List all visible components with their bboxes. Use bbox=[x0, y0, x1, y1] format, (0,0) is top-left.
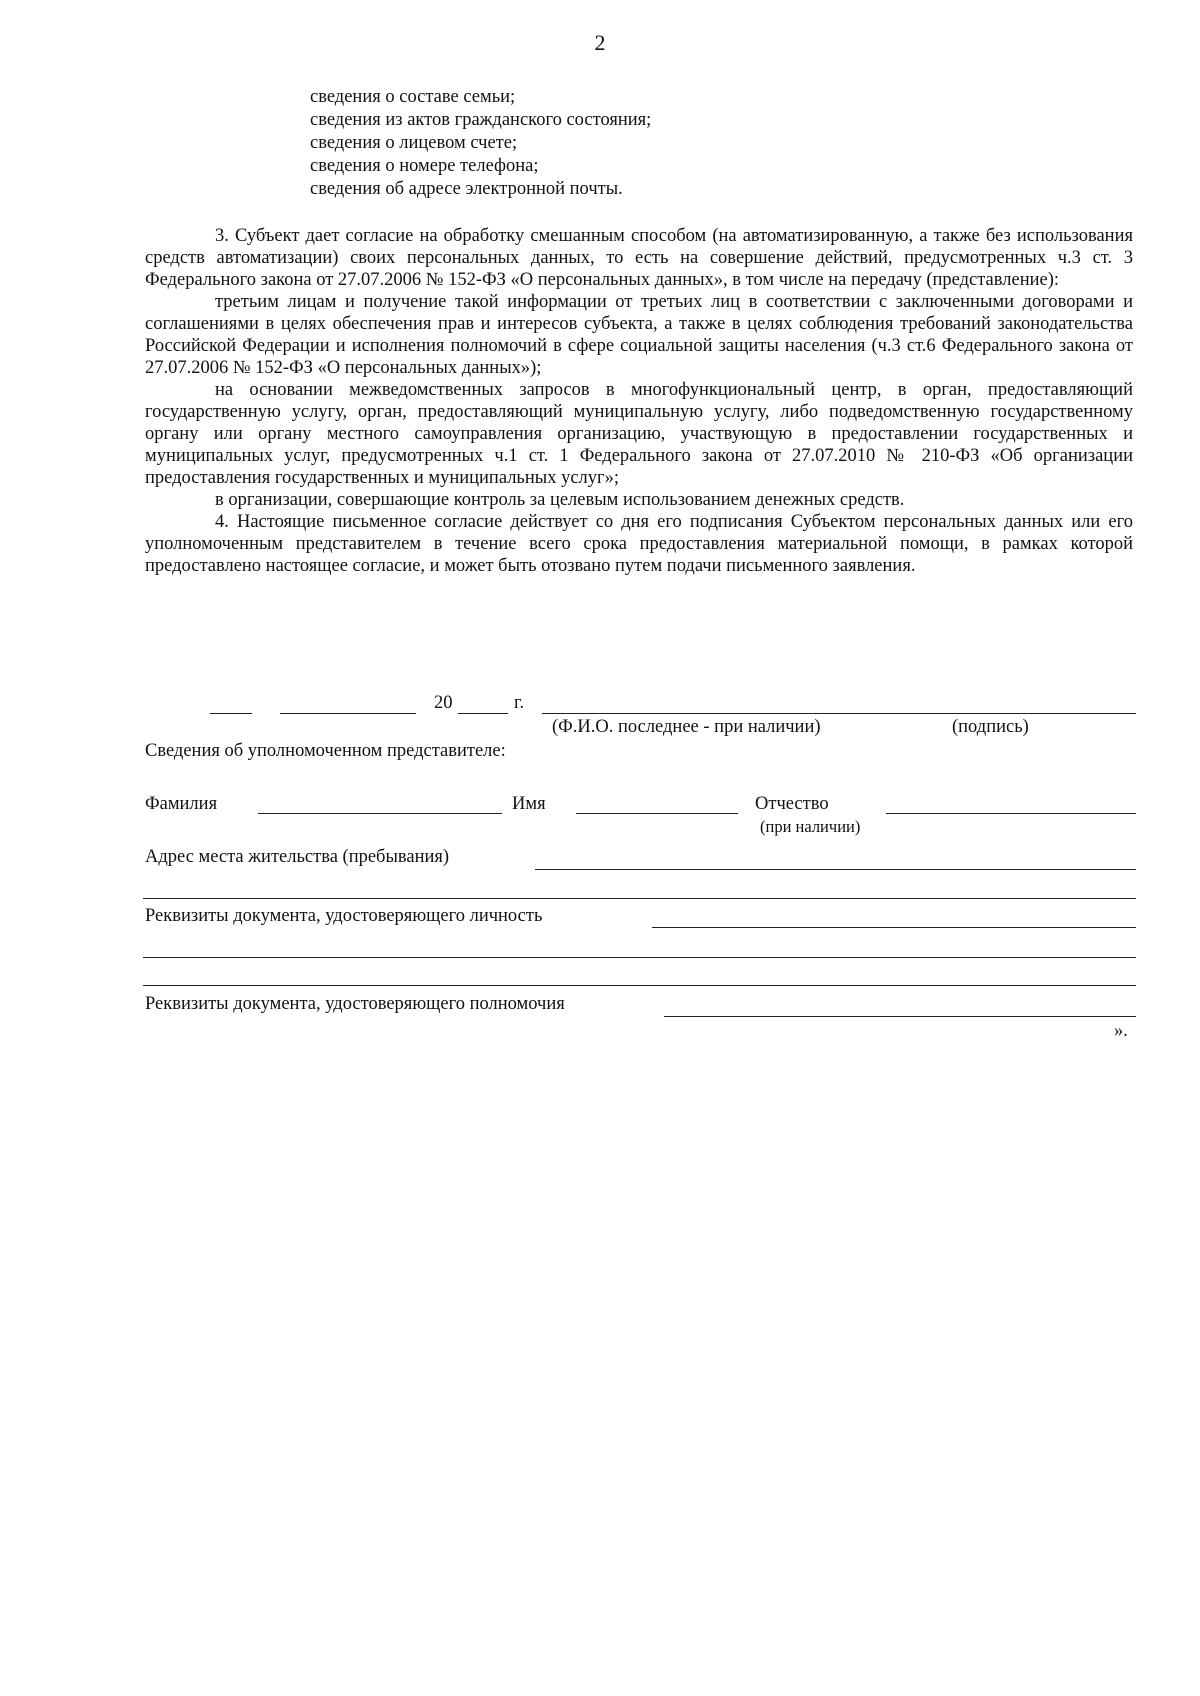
id-document-field-3[interactable] bbox=[143, 985, 1136, 986]
patronymic-note: (при наличии) bbox=[760, 817, 861, 836]
paragraph-clause-4: 4. Настоящие письменное согласие действует со дня его подписания Субъектом персональных данных или его уполномоченным представителем в течение всего срока предоставления материальной помощи, в рамках которой предоставлено настоящее согласие, и может быть отозвано путем подачи письменного заявления. bbox=[145, 512, 1133, 576]
signature-caption: (подпись) bbox=[952, 717, 1029, 737]
paragraph-interagency: на основании межведомственных запросов в многофункциональный центр, в орган, предоставляющий государственную услугу, орган, предоставляющий муниципальную услугу, либо подведомственную государственному органу или органу местного самоуправления организацию, участвующую в предоставлении государственных и муниципальных услуг, предусмотренных ч.1 ст. 1 Федерального закона от 27.07.2010 № 210-ФЗ «Об организации предоставления государственных и муниципальных услуг»; bbox=[145, 380, 1133, 488]
address-label: Адрес места жительства (пребывания) bbox=[145, 847, 450, 867]
authority-document-label: Реквизиты документа, удостоверяющего полномочия bbox=[145, 994, 565, 1014]
list-item: сведения из актов гражданского состояния; bbox=[310, 110, 652, 130]
year-prefix: 20 bbox=[434, 693, 453, 713]
data-categories-list bbox=[310, 86, 651, 201]
list-item: сведения о лицевом счете; bbox=[310, 133, 518, 153]
closing-quote: ». bbox=[1114, 1021, 1128, 1041]
day-field[interactable] bbox=[210, 713, 252, 714]
list-item: сведения о номере телефона; bbox=[310, 156, 539, 176]
name-label: Имя bbox=[512, 794, 546, 814]
list-item: сведения о составе семьи; bbox=[310, 87, 516, 107]
month-field[interactable] bbox=[280, 713, 416, 714]
address-field-2[interactable] bbox=[143, 898, 1136, 899]
address-field-1[interactable] bbox=[535, 869, 1136, 870]
name-field[interactable] bbox=[576, 813, 738, 814]
id-document-field-2[interactable] bbox=[143, 957, 1136, 958]
id-document-field-1[interactable] bbox=[652, 927, 1136, 928]
paragraph-control-orgs: в организации, совершающие контроль за целевым использованием денежных средств. bbox=[215, 490, 905, 510]
page-number: 2 bbox=[594, 30, 606, 55]
patronymic-label: Отчество bbox=[755, 794, 829, 814]
fio-signature-field[interactable] bbox=[542, 713, 1136, 714]
year-field[interactable] bbox=[458, 713, 508, 714]
paragraph-third-parties: третьим лицам и получение такой информации от третьих лиц в соответствии с заключенными договорами и соглашениями в целях обеспечения прав и интересов субъекта, а также в целях соблюдения требований законодательства Российской Федерации и исполнения полномочий в сфере социальной защиты населения (ч.3 ст.6 Федерального закона от 27.07.2006 № 152-ФЗ «О персональных данных»); bbox=[145, 292, 1133, 378]
consent-body bbox=[145, 225, 1133, 577]
year-suffix: г. bbox=[514, 693, 525, 713]
fio-caption: (Ф.И.О. последнее - при наличии) bbox=[552, 717, 821, 737]
representative-heading: Сведения об уполномоченном представителе: bbox=[145, 741, 506, 761]
list-item: сведения об адресе электронной почты. bbox=[310, 179, 623, 199]
patronymic-field[interactable] bbox=[886, 813, 1136, 814]
surname-field[interactable] bbox=[258, 813, 502, 814]
surname-label: Фамилия bbox=[145, 794, 218, 814]
authority-document-field[interactable] bbox=[664, 1016, 1136, 1017]
id-document-label: Реквизиты документа, удостоверяющего личность bbox=[145, 906, 543, 926]
paragraph-clause-3: 3. Субъект дает согласие на обработку смешанным способом (на автоматизированную, а также без использования средств автоматизации) своих персональных данных, то есть на совершение действий, предусмотренных ч.3 ст. 3 Федерального закона от 27.07.2006 № 152-ФЗ «О персональных данных», в том числе на передачу (представление): bbox=[145, 226, 1133, 290]
